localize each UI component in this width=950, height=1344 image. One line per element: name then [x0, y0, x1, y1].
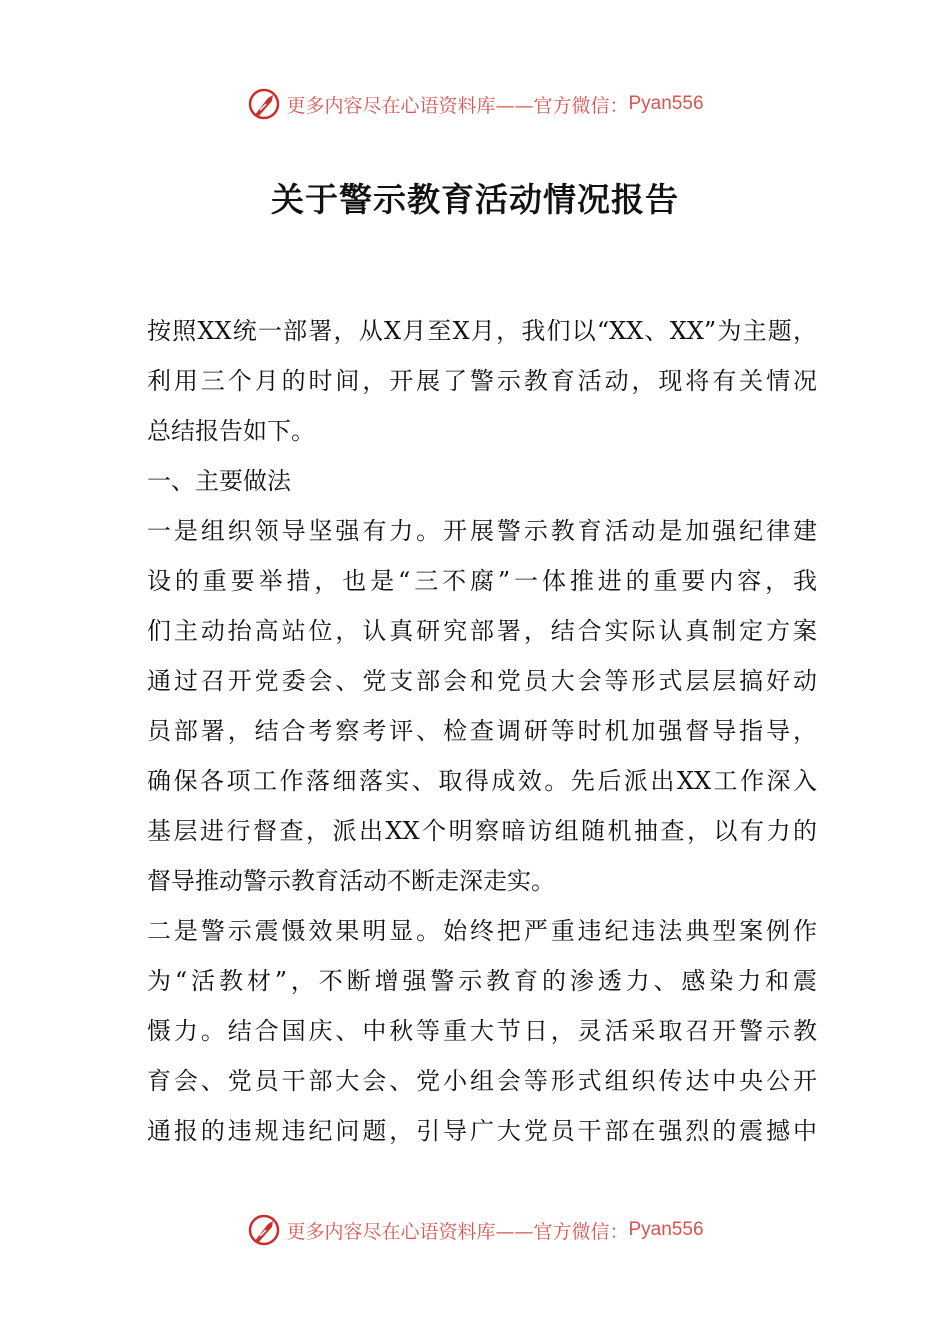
body-line: 们主动抬高站位，认真研究部署，结合实际认真制定方案	[147, 617, 817, 645]
body-line: 二是警示震慑效果明显。始终把严重违纪违法典型案例作	[147, 917, 817, 945]
body-line: 通过召开党委会、党支部会和党员大会等形式层层搞好动	[147, 667, 817, 695]
body-line: 育会、党员干部大会、党小组会等形式组织传达中央公开	[147, 1067, 817, 1095]
body-line: 总结报告如下。	[147, 417, 315, 445]
pen-nib-logo-icon	[246, 86, 282, 122]
body-line: 设的重要举措，也是“三不腐”一体推进的重要内容，我	[147, 567, 817, 595]
body-line: 员部署，结合考察考评、检查调研等时机加强督导指导，	[147, 717, 817, 745]
body-line: 为“活教材”，不断增强警示教育的渗透力、感染力和震	[147, 967, 817, 995]
pen-nib-logo-icon	[246, 1212, 282, 1248]
watermark-footer	[0, 1210, 950, 1250]
watermark-brand-text: 更多内容尽在心语资料库——官方微信：	[286, 1220, 629, 1243]
document-title: 关于警示教育活动情况报告	[271, 180, 679, 219]
watermark-handle-text: Pyan556	[628, 1219, 704, 1240]
body-line: 通报的违规违纪问题，引导广大党员干部在强烈的震撼中	[147, 1117, 817, 1145]
watermark-handle-text: Pyan556	[628, 93, 704, 114]
body-line: 利用三个月的时间，开展了警示教育活动，现将有关情况	[147, 367, 817, 395]
body-line: 一是组织领导坚强有力。开展警示教育活动是加强纪律建	[147, 517, 817, 545]
body-line: 确保各项工作落细落实、取得成效。先后派出XX工作深入	[147, 767, 817, 795]
watermark-brand-text: 更多内容尽在心语资料库——官方微信：	[286, 94, 629, 117]
body-line: 按照XX统一部署，从X月至X月，我们以“XX、XX”为主题，	[147, 317, 817, 345]
body-line: 慑力。结合国庆、中秋等重大节日，灵活采取召开警示教	[147, 1017, 817, 1045]
document-body	[147, 306, 817, 1156]
section-heading: 一、主要做法	[147, 467, 291, 495]
watermark-header	[0, 84, 950, 124]
body-line: 基层进行督查，派出XX个明察暗访组随机抽查，以有力的	[147, 817, 817, 845]
body-line: 督导推动警示教育活动不断走深走实。	[147, 867, 555, 895]
